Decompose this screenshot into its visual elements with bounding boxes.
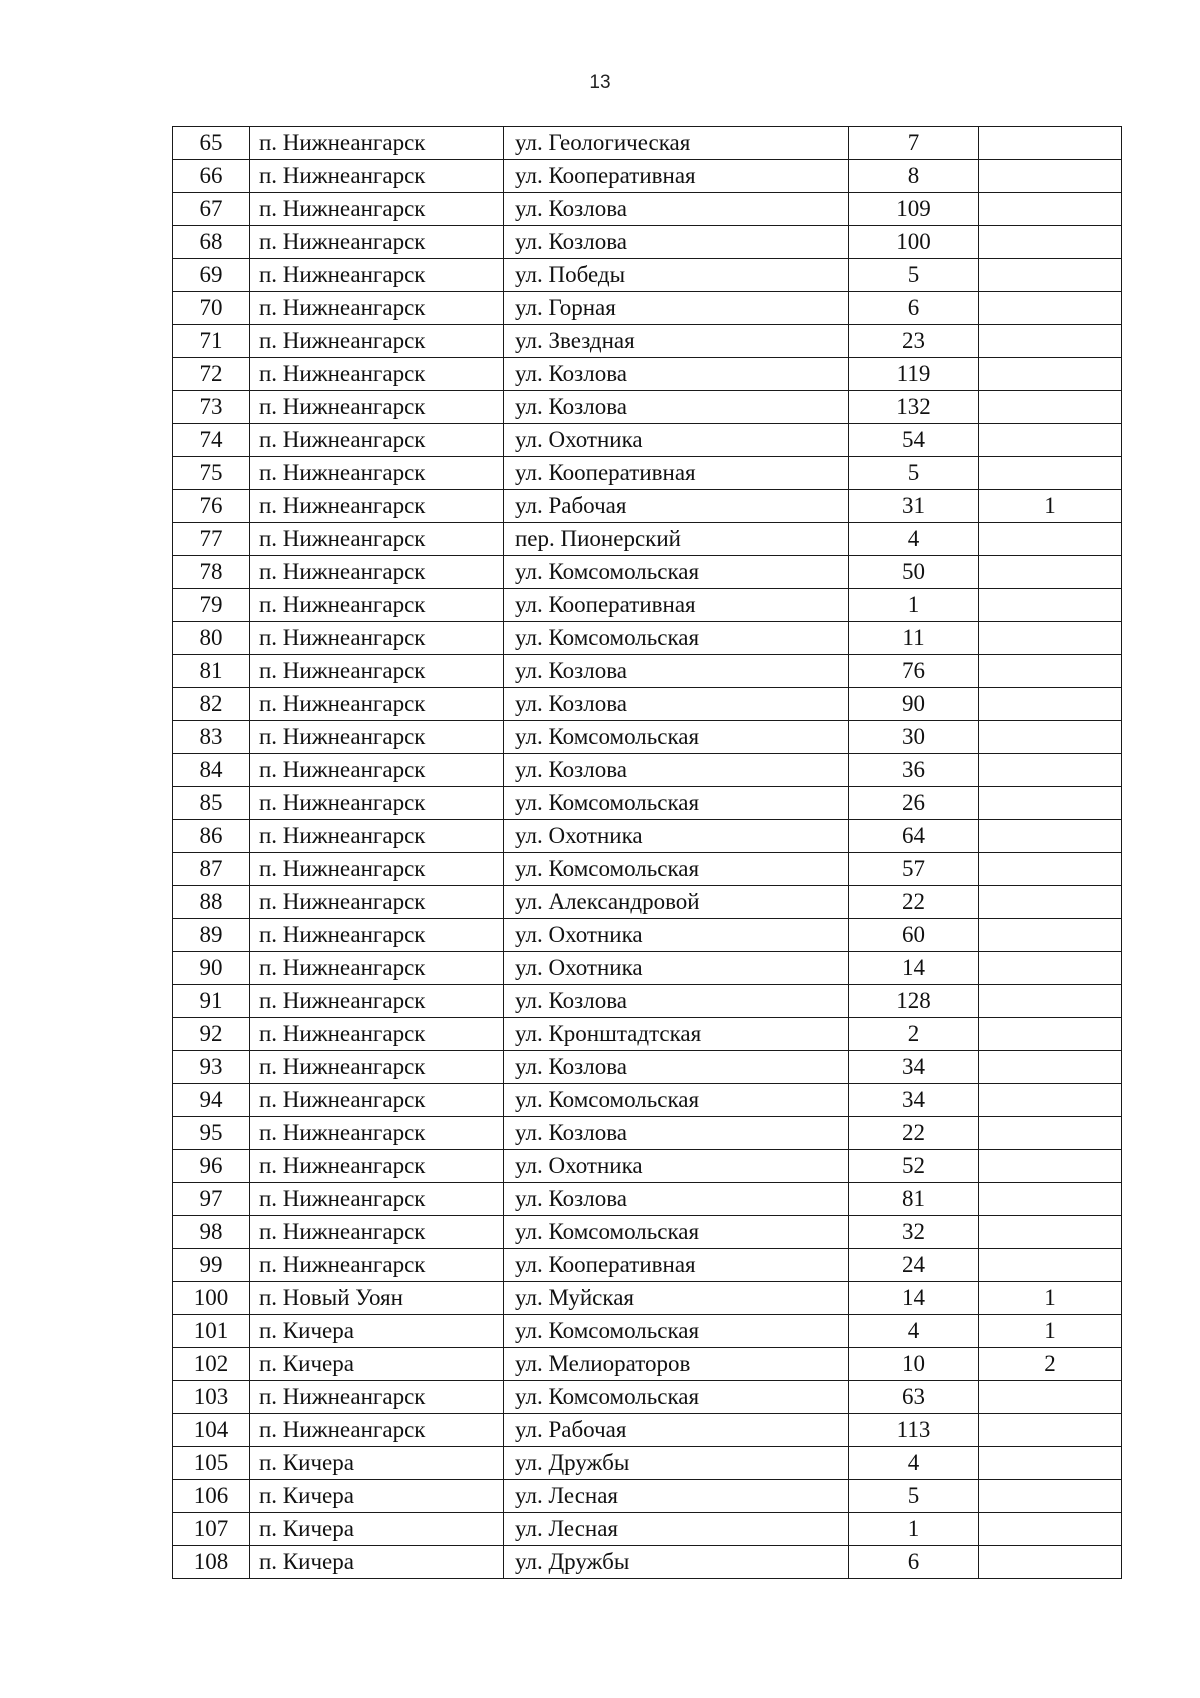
house-number-cell: 64 — [849, 820, 979, 853]
table-row — [173, 1282, 1122, 1315]
house-number-cell: 76 — [849, 655, 979, 688]
settlement-cell: п. Нижнеангарск — [250, 853, 504, 886]
house-number-cell: 5 — [849, 259, 979, 292]
street-cell: ул. Муйская — [504, 1282, 849, 1315]
row-number-cell: 85 — [173, 787, 250, 820]
extra-value-cell — [979, 1480, 1122, 1513]
street-cell: ул. Лесная — [504, 1480, 849, 1513]
street-cell: ул. Лесная — [504, 1513, 849, 1546]
street-cell: ул. Комсомольская — [504, 787, 849, 820]
street-cell: ул. Победы — [504, 259, 849, 292]
settlement-cell: п. Нижнеангарск — [250, 688, 504, 721]
settlement-cell: п. Нижнеангарск — [250, 919, 504, 952]
extra-value-cell — [979, 325, 1122, 358]
row-number-cell: 79 — [173, 589, 250, 622]
street-cell: ул. Охотника — [504, 919, 849, 952]
house-number-cell: 34 — [849, 1084, 979, 1117]
settlement-cell: п. Нижнеангарск — [250, 655, 504, 688]
extra-value-cell — [979, 820, 1122, 853]
extra-value-cell: 1 — [979, 490, 1122, 523]
table-row — [173, 952, 1122, 985]
street-cell: ул. Кооперативная — [504, 160, 849, 193]
settlement-cell: п. Нижнеангарск — [250, 490, 504, 523]
row-number-cell: 82 — [173, 688, 250, 721]
settlement-cell: п. Нижнеангарск — [250, 787, 504, 820]
settlement-cell: п. Нижнеангарск — [250, 622, 504, 655]
house-number-cell: 100 — [849, 226, 979, 259]
house-number-cell: 81 — [849, 1183, 979, 1216]
house-number-cell: 23 — [849, 325, 979, 358]
table-row — [173, 721, 1122, 754]
table-row — [173, 1084, 1122, 1117]
extra-value-cell — [979, 721, 1122, 754]
extra-value-cell — [979, 127, 1122, 160]
row-number-cell: 65 — [173, 127, 250, 160]
street-cell: ул. Геологическая — [504, 127, 849, 160]
extra-value-cell — [979, 919, 1122, 952]
row-number-cell: 77 — [173, 523, 250, 556]
settlement-cell: п. Нижнеангарск — [250, 1018, 504, 1051]
table-row — [173, 1546, 1122, 1579]
street-cell: ул. Рабочая — [504, 1414, 849, 1447]
street-cell: ул. Комсомольская — [504, 1315, 849, 1348]
row-number-cell: 70 — [173, 292, 250, 325]
house-number-cell: 8 — [849, 160, 979, 193]
row-number-cell: 96 — [173, 1150, 250, 1183]
settlement-cell: п. Нижнеангарск — [250, 589, 504, 622]
house-number-cell: 1 — [849, 1513, 979, 1546]
settlement-cell: п. Нижнеангарск — [250, 358, 504, 391]
extra-value-cell — [979, 424, 1122, 457]
house-number-cell: 2 — [849, 1018, 979, 1051]
street-cell: ул. Козлова — [504, 358, 849, 391]
house-number-cell: 1 — [849, 589, 979, 622]
row-number-cell: 98 — [173, 1216, 250, 1249]
extra-value-cell — [979, 358, 1122, 391]
extra-value-cell — [979, 523, 1122, 556]
house-number-cell: 57 — [849, 853, 979, 886]
extra-value-cell: 2 — [979, 1348, 1122, 1381]
row-number-cell: 102 — [173, 1348, 250, 1381]
table-row — [173, 1249, 1122, 1282]
extra-value-cell — [979, 985, 1122, 1018]
house-number-cell: 30 — [849, 721, 979, 754]
settlement-cell: п. Нижнеангарск — [250, 1414, 504, 1447]
street-cell: ул. Комсомольская — [504, 1216, 849, 1249]
street-cell: ул. Звездная — [504, 325, 849, 358]
table-row — [173, 160, 1122, 193]
house-number-cell: 22 — [849, 886, 979, 919]
row-number-cell: 97 — [173, 1183, 250, 1216]
house-number-cell: 60 — [849, 919, 979, 952]
extra-value-cell — [979, 1051, 1122, 1084]
row-number-cell: 78 — [173, 556, 250, 589]
extra-value-cell — [979, 1183, 1122, 1216]
house-number-cell: 5 — [849, 457, 979, 490]
street-cell: ул. Охотника — [504, 1150, 849, 1183]
extra-value-cell — [979, 886, 1122, 919]
house-number-cell: 90 — [849, 688, 979, 721]
settlement-cell: п. Нижнеангарск — [250, 1051, 504, 1084]
street-cell: ул. Комсомольская — [504, 853, 849, 886]
house-number-cell: 50 — [849, 556, 979, 589]
settlement-cell: п. Нижнеангарск — [250, 721, 504, 754]
row-number-cell: 104 — [173, 1414, 250, 1447]
street-cell: ул. Комсомольская — [504, 622, 849, 655]
street-cell: ул. Горная — [504, 292, 849, 325]
house-number-cell: 26 — [849, 787, 979, 820]
row-number-cell: 89 — [173, 919, 250, 952]
row-number-cell: 105 — [173, 1447, 250, 1480]
house-number-cell: 6 — [849, 1546, 979, 1579]
extra-value-cell — [979, 622, 1122, 655]
extra-value-cell — [979, 688, 1122, 721]
row-number-cell: 71 — [173, 325, 250, 358]
settlement-cell: п. Нижнеангарск — [250, 226, 504, 259]
extra-value-cell: 1 — [979, 1315, 1122, 1348]
table-row — [173, 622, 1122, 655]
row-number-cell: 99 — [173, 1249, 250, 1282]
settlement-cell: п. Нижнеангарск — [250, 160, 504, 193]
extra-value-cell — [979, 1546, 1122, 1579]
row-number-cell: 74 — [173, 424, 250, 457]
house-number-cell: 22 — [849, 1117, 979, 1150]
house-number-cell: 4 — [849, 523, 979, 556]
settlement-cell: п. Нижнеангарск — [250, 523, 504, 556]
extra-value-cell — [979, 589, 1122, 622]
house-number-cell: 113 — [849, 1414, 979, 1447]
settlement-cell: п. Кичера — [250, 1480, 504, 1513]
address-table-body — [173, 127, 1122, 1579]
street-cell: ул. Козлова — [504, 226, 849, 259]
table-row — [173, 1117, 1122, 1150]
extra-value-cell — [979, 754, 1122, 787]
row-number-cell: 69 — [173, 259, 250, 292]
table-row — [173, 1348, 1122, 1381]
extra-value-cell — [979, 1117, 1122, 1150]
table-row — [173, 1513, 1122, 1546]
street-cell: ул. Козлова — [504, 688, 849, 721]
street-cell: ул. Комсомольская — [504, 556, 849, 589]
extra-value-cell — [979, 1381, 1122, 1414]
extra-value-cell — [979, 1150, 1122, 1183]
row-number-cell: 108 — [173, 1546, 250, 1579]
house-number-cell: 36 — [849, 754, 979, 787]
table-row — [173, 985, 1122, 1018]
table-row — [173, 424, 1122, 457]
row-number-cell: 76 — [173, 490, 250, 523]
table-row — [173, 1414, 1122, 1447]
street-cell: ул. Козлова — [504, 1183, 849, 1216]
settlement-cell: п. Нижнеангарск — [250, 193, 504, 226]
street-cell: ул. Козлова — [504, 985, 849, 1018]
settlement-cell: п. Нижнеангарск — [250, 556, 504, 589]
row-number-cell: 101 — [173, 1315, 250, 1348]
settlement-cell: п. Нижнеангарск — [250, 1249, 504, 1282]
house-number-cell: 7 — [849, 127, 979, 160]
extra-value-cell — [979, 457, 1122, 490]
settlement-cell: п. Кичера — [250, 1513, 504, 1546]
table-row — [173, 787, 1122, 820]
settlement-cell: п. Кичера — [250, 1546, 504, 1579]
settlement-cell: п. Нижнеангарск — [250, 424, 504, 457]
table-row — [173, 292, 1122, 325]
table-row — [173, 820, 1122, 853]
extra-value-cell — [979, 1216, 1122, 1249]
extra-value-cell — [979, 1414, 1122, 1447]
row-number-cell: 90 — [173, 952, 250, 985]
row-number-cell: 73 — [173, 391, 250, 424]
row-number-cell: 81 — [173, 655, 250, 688]
table-row — [173, 1216, 1122, 1249]
extra-value-cell — [979, 853, 1122, 886]
extra-value-cell — [979, 1084, 1122, 1117]
row-number-cell: 72 — [173, 358, 250, 391]
table-row — [173, 919, 1122, 952]
row-number-cell: 75 — [173, 457, 250, 490]
table-row — [173, 1315, 1122, 1348]
settlement-cell: п. Нижнеангарск — [250, 820, 504, 853]
street-cell: ул. Дружбы — [504, 1546, 849, 1579]
settlement-cell: п. Нижнеангарск — [250, 1216, 504, 1249]
settlement-cell: п. Нижнеангарск — [250, 886, 504, 919]
extra-value-cell — [979, 787, 1122, 820]
row-number-cell: 107 — [173, 1513, 250, 1546]
street-cell: ул. Козлова — [504, 1117, 849, 1150]
settlement-cell: п. Кичера — [250, 1447, 504, 1480]
street-cell: ул. Комсомольская — [504, 721, 849, 754]
house-number-cell: 4 — [849, 1315, 979, 1348]
extra-value-cell — [979, 952, 1122, 985]
house-number-cell: 5 — [849, 1480, 979, 1513]
house-number-cell: 54 — [849, 424, 979, 457]
street-cell: ул. Кооперативная — [504, 457, 849, 490]
row-number-cell: 93 — [173, 1051, 250, 1084]
table-row — [173, 358, 1122, 391]
house-number-cell: 14 — [849, 952, 979, 985]
row-number-cell: 83 — [173, 721, 250, 754]
street-cell: ул. Козлова — [504, 754, 849, 787]
street-cell: ул. Рабочая — [504, 490, 849, 523]
row-number-cell: 67 — [173, 193, 250, 226]
house-number-cell: 109 — [849, 193, 979, 226]
settlement-cell: п. Нижнеангарск — [250, 127, 504, 160]
street-cell: ул. Александровой — [504, 886, 849, 919]
row-number-cell: 80 — [173, 622, 250, 655]
table-row — [173, 226, 1122, 259]
house-number-cell: 14 — [849, 1282, 979, 1315]
house-number-cell: 10 — [849, 1348, 979, 1381]
table-row — [173, 1150, 1122, 1183]
settlement-cell: п. Нижнеангарск — [250, 325, 504, 358]
row-number-cell: 84 — [173, 754, 250, 787]
row-number-cell: 66 — [173, 160, 250, 193]
page-number: 13 — [589, 72, 611, 93]
extra-value-cell — [979, 193, 1122, 226]
address-table — [172, 126, 1122, 1579]
row-number-cell: 106 — [173, 1480, 250, 1513]
table-row — [173, 655, 1122, 688]
house-number-cell: 32 — [849, 1216, 979, 1249]
house-number-cell: 34 — [849, 1051, 979, 1084]
row-number-cell: 95 — [173, 1117, 250, 1150]
extra-value-cell — [979, 259, 1122, 292]
table-row — [173, 193, 1122, 226]
settlement-cell: п. Нижнеангарск — [250, 1183, 504, 1216]
street-cell: ул. Кооперативная — [504, 589, 849, 622]
table-row — [173, 259, 1122, 292]
table-row — [173, 688, 1122, 721]
extra-value-cell — [979, 1447, 1122, 1480]
extra-value-cell — [979, 1018, 1122, 1051]
table-row — [173, 1381, 1122, 1414]
settlement-cell: п. Новый Уоян — [250, 1282, 504, 1315]
table-row — [173, 589, 1122, 622]
row-number-cell: 100 — [173, 1282, 250, 1315]
settlement-cell: п. Нижнеангарск — [250, 1150, 504, 1183]
row-number-cell: 86 — [173, 820, 250, 853]
street-cell: ул. Козлова — [504, 193, 849, 226]
extra-value-cell — [979, 655, 1122, 688]
street-cell: ул. Козлова — [504, 655, 849, 688]
street-cell: ул. Комсомольская — [504, 1084, 849, 1117]
table-row — [173, 1183, 1122, 1216]
table-row — [173, 490, 1122, 523]
house-number-cell: 63 — [849, 1381, 979, 1414]
table-row — [173, 1447, 1122, 1480]
extra-value-cell — [979, 226, 1122, 259]
street-cell: ул. Охотника — [504, 424, 849, 457]
row-number-cell: 94 — [173, 1084, 250, 1117]
settlement-cell: п. Нижнеангарск — [250, 952, 504, 985]
row-number-cell: 103 — [173, 1381, 250, 1414]
row-number-cell: 92 — [173, 1018, 250, 1051]
table-row — [173, 754, 1122, 787]
settlement-cell: п. Нижнеангарск — [250, 457, 504, 490]
house-number-cell: 132 — [849, 391, 979, 424]
street-cell: пер. Пионерский — [504, 523, 849, 556]
extra-value-cell — [979, 556, 1122, 589]
table-row — [173, 523, 1122, 556]
table-row — [173, 886, 1122, 919]
street-cell: ул. Охотника — [504, 820, 849, 853]
table-row — [173, 325, 1122, 358]
extra-value-cell — [979, 292, 1122, 325]
settlement-cell: п. Нижнеангарск — [250, 1084, 504, 1117]
table-row — [173, 1051, 1122, 1084]
settlement-cell: п. Нижнеангарск — [250, 292, 504, 325]
table-row — [173, 457, 1122, 490]
table-row — [173, 556, 1122, 589]
extra-value-cell — [979, 1513, 1122, 1546]
house-number-cell: 24 — [849, 1249, 979, 1282]
house-number-cell: 119 — [849, 358, 979, 391]
row-number-cell: 68 — [173, 226, 250, 259]
row-number-cell: 87 — [173, 853, 250, 886]
table-row — [173, 853, 1122, 886]
extra-value-cell — [979, 1249, 1122, 1282]
house-number-cell: 11 — [849, 622, 979, 655]
street-cell: ул. Козлова — [504, 391, 849, 424]
house-number-cell: 6 — [849, 292, 979, 325]
extra-value-cell: 1 — [979, 1282, 1122, 1315]
extra-value-cell — [979, 160, 1122, 193]
house-number-cell: 31 — [849, 490, 979, 523]
house-number-cell: 4 — [849, 1447, 979, 1480]
extra-value-cell — [979, 391, 1122, 424]
house-number-cell: 52 — [849, 1150, 979, 1183]
settlement-cell: п. Нижнеангарск — [250, 985, 504, 1018]
settlement-cell: п. Нижнеангарск — [250, 391, 504, 424]
table-row — [173, 127, 1122, 160]
street-cell: ул. Кронштадтская — [504, 1018, 849, 1051]
street-cell: ул. Козлова — [504, 1051, 849, 1084]
settlement-cell: п. Нижнеангарск — [250, 1381, 504, 1414]
street-cell: ул. Кооперативная — [504, 1249, 849, 1282]
table-row — [173, 1480, 1122, 1513]
settlement-cell: п. Нижнеангарск — [250, 1117, 504, 1150]
street-cell: ул. Охотника — [504, 952, 849, 985]
table-row — [173, 391, 1122, 424]
row-number-cell: 88 — [173, 886, 250, 919]
house-number-cell: 128 — [849, 985, 979, 1018]
settlement-cell: п. Кичера — [250, 1348, 504, 1381]
street-cell: ул. Комсомольская — [504, 1381, 849, 1414]
table-row — [173, 1018, 1122, 1051]
settlement-cell: п. Кичера — [250, 1315, 504, 1348]
settlement-cell: п. Нижнеангарск — [250, 754, 504, 787]
street-cell: ул. Дружбы — [504, 1447, 849, 1480]
row-number-cell: 91 — [173, 985, 250, 1018]
street-cell: ул. Мелиораторов — [504, 1348, 849, 1381]
settlement-cell: п. Нижнеангарск — [250, 259, 504, 292]
